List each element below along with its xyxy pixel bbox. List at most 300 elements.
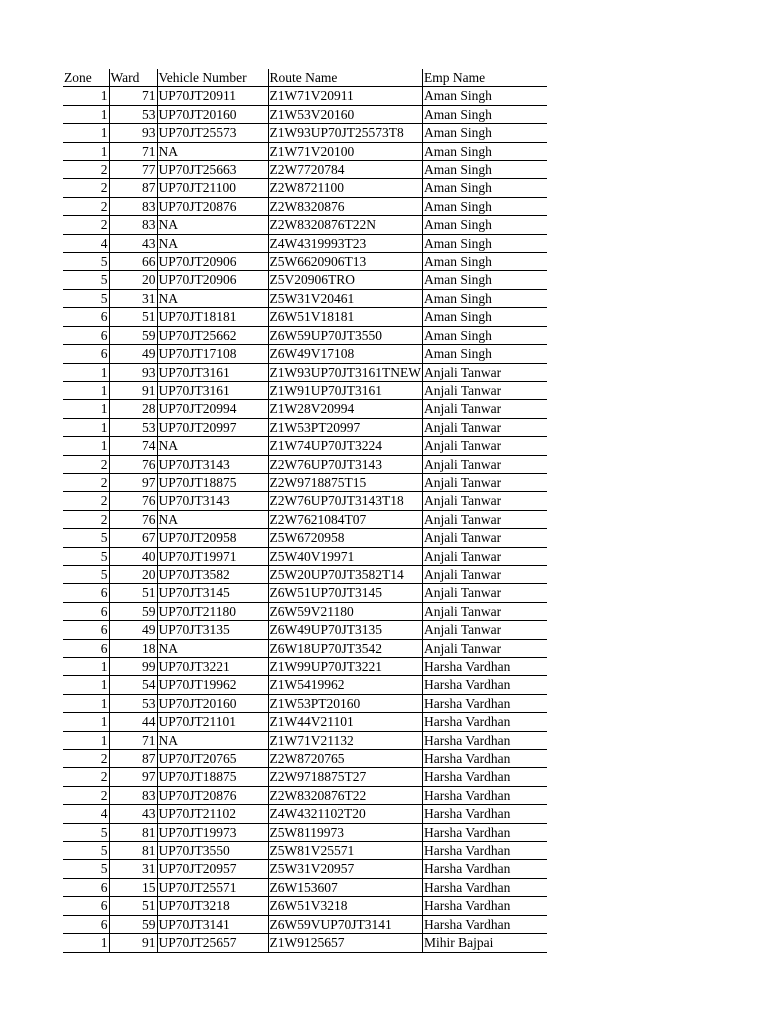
route-name-cell bbox=[268, 878, 422, 896]
ward-cell: 71 bbox=[109, 142, 157, 160]
ward-cell: 51 bbox=[109, 897, 157, 915]
zone-cell: 2 bbox=[63, 492, 109, 510]
zone-cell: 2 bbox=[63, 510, 109, 528]
emp-name-cell: Harsha Vardhan bbox=[422, 768, 547, 786]
route-name-cell bbox=[268, 105, 422, 123]
zone-cell: 2 bbox=[63, 197, 109, 215]
route-name-text: Z1W53V20160 bbox=[269, 106, 355, 122]
vehicle-number-cell: UP70JT20906 bbox=[157, 253, 268, 271]
emp-name-cell: Anjali Tanwar bbox=[422, 400, 547, 418]
table-row bbox=[63, 492, 547, 510]
table-row bbox=[63, 400, 547, 418]
route-name-cell bbox=[268, 750, 422, 768]
table-row bbox=[63, 694, 547, 712]
table-row bbox=[63, 326, 547, 344]
vehicle-number-cell: NA bbox=[157, 142, 268, 160]
route-name-text: Z1W44V21101 bbox=[269, 714, 354, 730]
table-row bbox=[63, 621, 547, 639]
route-name-text: Z6W51UP70JT3145 bbox=[269, 585, 382, 601]
emp-name-cell: Anjali Tanwar bbox=[422, 547, 547, 565]
ward-cell: 20 bbox=[109, 271, 157, 289]
route-name-text: Z1W28V20994 bbox=[269, 401, 355, 417]
zone-cell: 5 bbox=[63, 842, 109, 860]
ward-cell: 66 bbox=[109, 253, 157, 271]
ward-cell: 31 bbox=[109, 289, 157, 307]
table-row bbox=[63, 713, 547, 731]
route-name-text: Z2W76UP70JT3143T18 bbox=[269, 493, 404, 509]
zone-cell: 1 bbox=[63, 694, 109, 712]
route-name-cell bbox=[268, 658, 422, 676]
zone-cell: 4 bbox=[63, 805, 109, 823]
emp-name-cell: Anjali Tanwar bbox=[422, 602, 547, 620]
table-row bbox=[63, 308, 547, 326]
table-row bbox=[63, 547, 547, 565]
ward-cell: 20 bbox=[109, 565, 157, 583]
emp-name-cell: Anjali Tanwar bbox=[422, 437, 547, 455]
zone-cell: 5 bbox=[63, 823, 109, 841]
emp-name-cell: Anjali Tanwar bbox=[422, 492, 547, 510]
ward-cell: 97 bbox=[109, 473, 157, 491]
route-name-text: Z2W9718875T27 bbox=[269, 769, 367, 785]
table-row bbox=[63, 455, 547, 473]
zone-cell: 2 bbox=[63, 768, 109, 786]
ward-cell: 44 bbox=[109, 713, 157, 731]
route-name-cell bbox=[268, 584, 422, 602]
emp-name-cell: Anjali Tanwar bbox=[422, 381, 547, 399]
ward-cell: 83 bbox=[109, 197, 157, 215]
route-name-text: Z1W71V20100 bbox=[269, 143, 355, 159]
vehicle-number-cell: UP70JT20876 bbox=[157, 197, 268, 215]
vehicle-number-cell: UP70JT18875 bbox=[157, 473, 268, 491]
route-name-text: Z2W76UP70JT3143 bbox=[269, 456, 382, 472]
route-name-text: Z1W91UP70JT3161 bbox=[269, 382, 382, 398]
route-name-text: Z5W6720958 bbox=[269, 530, 345, 546]
ward-cell: 93 bbox=[109, 363, 157, 381]
route-name-text: Z5W81V25571 bbox=[269, 843, 355, 859]
table-row bbox=[63, 639, 547, 657]
ward-cell: 28 bbox=[109, 400, 157, 418]
table-row bbox=[63, 345, 547, 363]
emp-name-cell: Harsha Vardhan bbox=[422, 842, 547, 860]
vehicle-number-cell: UP70JT3582 bbox=[157, 565, 268, 583]
table-row bbox=[63, 87, 547, 105]
route-name-cell bbox=[268, 915, 422, 933]
ward-cell: 71 bbox=[109, 87, 157, 105]
zone-cell: 4 bbox=[63, 234, 109, 252]
ward-cell: 59 bbox=[109, 602, 157, 620]
table-row bbox=[63, 289, 547, 307]
zone-cell: 1 bbox=[63, 713, 109, 731]
emp-name-cell: Harsha Vardhan bbox=[422, 786, 547, 804]
vehicle-number-cell: UP70JT25573 bbox=[157, 124, 268, 142]
route-name-text: Z5V20906TRO bbox=[269, 272, 355, 288]
zone-cell: 2 bbox=[63, 786, 109, 804]
table-row bbox=[63, 915, 547, 933]
route-name-text: Z6W49V17108 bbox=[269, 346, 355, 362]
table-row bbox=[63, 786, 547, 804]
ward-cell: 31 bbox=[109, 860, 157, 878]
route-name-text: Z5W8119973 bbox=[269, 824, 344, 840]
vehicle-number-cell: UP70JT3161 bbox=[157, 363, 268, 381]
table-row bbox=[63, 768, 547, 786]
zone-cell: 6 bbox=[63, 639, 109, 657]
ward-cell: 76 bbox=[109, 492, 157, 510]
zone-cell: 1 bbox=[63, 400, 109, 418]
table-header-row bbox=[63, 69, 547, 87]
zone-cell: 1 bbox=[63, 381, 109, 399]
route-name-text: Z6W59VUP70JT3141 bbox=[269, 916, 392, 932]
header-ward: Ward bbox=[109, 69, 157, 87]
vehicle-number-cell: NA bbox=[157, 216, 268, 234]
vehicle-number-cell: UP70JT18181 bbox=[157, 308, 268, 326]
vehicle-number-cell: UP70JT3221 bbox=[157, 658, 268, 676]
table-row bbox=[63, 253, 547, 271]
route-name-cell bbox=[268, 473, 422, 491]
route-name-text: Z1W5419962 bbox=[269, 677, 345, 693]
zone-cell: 6 bbox=[63, 878, 109, 896]
vehicle-number-cell: UP70JT3218 bbox=[157, 897, 268, 915]
route-name-cell bbox=[268, 768, 422, 786]
route-name-cell bbox=[268, 326, 422, 344]
zone-cell: 1 bbox=[63, 142, 109, 160]
zone-cell: 1 bbox=[63, 124, 109, 142]
emp-name-cell: Anjali Tanwar bbox=[422, 565, 547, 583]
zone-cell: 6 bbox=[63, 584, 109, 602]
route-name-text: Z1W9125657 bbox=[269, 935, 345, 951]
ward-cell: 97 bbox=[109, 768, 157, 786]
ward-cell: 53 bbox=[109, 105, 157, 123]
table-body bbox=[63, 87, 547, 952]
route-name-text: Z2W8320876 bbox=[269, 198, 345, 214]
table-row bbox=[63, 731, 547, 749]
vehicle-number-cell: UP70JT21100 bbox=[157, 179, 268, 197]
vehicle-number-cell: UP70JT19973 bbox=[157, 823, 268, 841]
emp-name-cell: Aman Singh bbox=[422, 142, 547, 160]
ward-cell: 43 bbox=[109, 234, 157, 252]
route-name-cell bbox=[268, 455, 422, 473]
ward-cell: 49 bbox=[109, 621, 157, 639]
ward-cell: 43 bbox=[109, 805, 157, 823]
route-name-cell bbox=[268, 492, 422, 510]
emp-name-cell: Aman Singh bbox=[422, 234, 547, 252]
emp-name-cell: Anjali Tanwar bbox=[422, 529, 547, 547]
vehicle-number-cell: NA bbox=[157, 639, 268, 657]
route-name-cell bbox=[268, 694, 422, 712]
route-name-text: Z1W99UP70JT3221 bbox=[269, 659, 382, 674]
route-name-cell bbox=[268, 179, 422, 197]
zone-cell: 2 bbox=[63, 455, 109, 473]
emp-name-cell: Harsha Vardhan bbox=[422, 860, 547, 878]
emp-name-cell: Harsha Vardhan bbox=[422, 897, 547, 915]
vehicle-number-cell: NA bbox=[157, 234, 268, 252]
zone-cell: 1 bbox=[63, 676, 109, 694]
route-name-text: Z5W6620906T13 bbox=[269, 254, 367, 270]
vehicle-number-cell: UP70JT3143 bbox=[157, 492, 268, 510]
table-row bbox=[63, 897, 547, 915]
vehicle-number-cell: UP70JT20994 bbox=[157, 400, 268, 418]
table-row bbox=[63, 805, 547, 823]
vehicle-number-cell: UP70JT21102 bbox=[157, 805, 268, 823]
emp-name-cell: Aman Singh bbox=[422, 216, 547, 234]
route-name-cell bbox=[268, 124, 422, 142]
table-row bbox=[63, 161, 547, 179]
route-name-cell bbox=[268, 437, 422, 455]
route-name-text: Z1W53PT20160 bbox=[269, 695, 361, 711]
vehicle-number-cell: UP70JT20876 bbox=[157, 786, 268, 804]
route-name-cell bbox=[268, 621, 422, 639]
route-name-text: Z6W51V3218 bbox=[269, 898, 348, 914]
zone-cell: 5 bbox=[63, 253, 109, 271]
ward-cell: 76 bbox=[109, 455, 157, 473]
ward-cell: 49 bbox=[109, 345, 157, 363]
route-name-text: Z1W71V20911 bbox=[269, 88, 354, 104]
route-name-cell bbox=[268, 547, 422, 565]
zone-cell: 1 bbox=[63, 363, 109, 381]
emp-name-cell: Harsha Vardhan bbox=[422, 823, 547, 841]
zone-cell: 1 bbox=[63, 105, 109, 123]
emp-name-cell: Aman Singh bbox=[422, 326, 547, 344]
zone-cell: 1 bbox=[63, 437, 109, 455]
vehicle-number-cell: UP70JT20997 bbox=[157, 418, 268, 436]
zone-cell: 1 bbox=[63, 87, 109, 105]
route-name-text: Z2W7720784 bbox=[269, 162, 345, 178]
route-name-cell bbox=[268, 216, 422, 234]
route-name-cell bbox=[268, 713, 422, 731]
zone-cell: 5 bbox=[63, 289, 109, 307]
emp-name-cell: Aman Singh bbox=[422, 271, 547, 289]
vehicle-number-cell: UP70JT25571 bbox=[157, 878, 268, 896]
vehicle-number-cell: UP70JT3135 bbox=[157, 621, 268, 639]
table-row bbox=[63, 197, 547, 215]
route-name-cell bbox=[268, 308, 422, 326]
zone-cell: 5 bbox=[63, 271, 109, 289]
route-name-text: Z6W49UP70JT3135 bbox=[269, 622, 382, 638]
route-name-cell bbox=[268, 381, 422, 399]
table-row bbox=[63, 271, 547, 289]
route-name-text: Z6W153607 bbox=[269, 879, 338, 895]
vehicle-number-cell: UP70JT20765 bbox=[157, 750, 268, 768]
emp-name-cell: Harsha Vardhan bbox=[422, 805, 547, 823]
table-row bbox=[63, 381, 547, 399]
vehicle-number-cell: UP70JT25657 bbox=[157, 934, 268, 952]
route-name-cell bbox=[268, 639, 422, 657]
ward-cell: 53 bbox=[109, 694, 157, 712]
zone-cell: 1 bbox=[63, 658, 109, 676]
vehicle-number-cell: UP70JT20911 bbox=[157, 87, 268, 105]
route-name-text: Z6W51V18181 bbox=[269, 309, 355, 325]
vehicle-number-cell: NA bbox=[157, 437, 268, 455]
route-name-cell bbox=[268, 142, 422, 160]
route-name-cell bbox=[268, 897, 422, 915]
emp-name-cell: Aman Singh bbox=[422, 87, 547, 105]
vehicle-number-cell: UP70JT20160 bbox=[157, 694, 268, 712]
route-name-cell bbox=[268, 565, 422, 583]
emp-name-cell: Aman Singh bbox=[422, 179, 547, 197]
ward-cell: 91 bbox=[109, 934, 157, 952]
zone-cell: 6 bbox=[63, 345, 109, 363]
emp-name-cell: Anjali Tanwar bbox=[422, 455, 547, 473]
emp-name-cell: Aman Singh bbox=[422, 289, 547, 307]
zone-cell: 1 bbox=[63, 731, 109, 749]
route-name-cell bbox=[268, 731, 422, 749]
vehicle-number-cell: UP70JT19962 bbox=[157, 676, 268, 694]
route-name-text: Z1W71V21132 bbox=[269, 732, 354, 748]
emp-name-cell: Aman Singh bbox=[422, 345, 547, 363]
emp-name-cell: Harsha Vardhan bbox=[422, 658, 547, 676]
vehicle-number-cell: UP70JT25663 bbox=[157, 161, 268, 179]
header-zone: Zone bbox=[63, 69, 109, 87]
table-row bbox=[63, 529, 547, 547]
header-vehicle-number: Vehicle Number bbox=[157, 69, 268, 87]
vehicle-number-cell: UP70JT21101 bbox=[157, 713, 268, 731]
ward-cell: 76 bbox=[109, 510, 157, 528]
route-name-cell bbox=[268, 805, 422, 823]
route-name-cell bbox=[268, 363, 422, 381]
table-row bbox=[63, 437, 547, 455]
table-row bbox=[63, 142, 547, 160]
route-name-cell bbox=[268, 234, 422, 252]
route-name-text: Z5W20UP70JT3582T14 bbox=[269, 566, 404, 582]
table-row bbox=[63, 584, 547, 602]
route-name-text: Z6W59UP70JT3550 bbox=[269, 327, 382, 343]
route-name-text: Z5W40V19971 bbox=[269, 548, 355, 564]
zone-cell: 5 bbox=[63, 529, 109, 547]
zone-cell: 5 bbox=[63, 547, 109, 565]
ward-cell: 71 bbox=[109, 731, 157, 749]
route-name-text: Z5W31V20461 bbox=[269, 290, 355, 306]
vehicle-number-cell: UP70JT3161 bbox=[157, 381, 268, 399]
emp-name-cell: Anjali Tanwar bbox=[422, 473, 547, 491]
table-row bbox=[63, 823, 547, 841]
route-name-text: Z1W74UP70JT3224 bbox=[269, 438, 382, 454]
emp-name-cell: Harsha Vardhan bbox=[422, 731, 547, 749]
table-row bbox=[63, 418, 547, 436]
ward-cell: 51 bbox=[109, 584, 157, 602]
emp-name-cell: Anjali Tanwar bbox=[422, 621, 547, 639]
ward-cell: 59 bbox=[109, 915, 157, 933]
emp-name-cell: Harsha Vardhan bbox=[422, 694, 547, 712]
table-row bbox=[63, 676, 547, 694]
ward-cell: 87 bbox=[109, 750, 157, 768]
table-row bbox=[63, 934, 547, 952]
route-name-cell bbox=[268, 253, 422, 271]
emp-name-cell: Harsha Vardhan bbox=[422, 750, 547, 768]
route-name-text: Z6W59V21180 bbox=[269, 603, 354, 619]
route-name-cell bbox=[268, 418, 422, 436]
zone-cell: 2 bbox=[63, 161, 109, 179]
route-name-text: Z2W8720765 bbox=[269, 751, 345, 767]
zone-cell: 6 bbox=[63, 621, 109, 639]
ward-cell: 51 bbox=[109, 308, 157, 326]
emp-name-cell: Aman Singh bbox=[422, 308, 547, 326]
route-name-text: Z2W7621084T07 bbox=[269, 511, 367, 527]
ward-cell: 77 bbox=[109, 161, 157, 179]
table-row bbox=[63, 216, 547, 234]
vehicle-number-cell: UP70JT18875 bbox=[157, 768, 268, 786]
table-row bbox=[63, 124, 547, 142]
table-row bbox=[63, 750, 547, 768]
route-name-text: Z4W4319993T23 bbox=[269, 235, 367, 251]
route-name-cell bbox=[268, 842, 422, 860]
vehicle-number-cell: NA bbox=[157, 510, 268, 528]
table-row bbox=[63, 473, 547, 491]
table-row bbox=[63, 179, 547, 197]
ward-cell: 59 bbox=[109, 326, 157, 344]
ward-cell: 83 bbox=[109, 216, 157, 234]
route-name-cell bbox=[268, 161, 422, 179]
route-name-cell bbox=[268, 400, 422, 418]
route-name-text: Z4W4321102T20 bbox=[269, 806, 366, 822]
zone-cell: 6 bbox=[63, 897, 109, 915]
route-name-text: Z1W53PT20997 bbox=[269, 419, 361, 435]
header-route-name: Route Name bbox=[268, 69, 422, 87]
table-row bbox=[63, 658, 547, 676]
table-row bbox=[63, 565, 547, 583]
route-name-text: Z2W8320876T22 bbox=[269, 787, 367, 803]
emp-name-cell: Harsha Vardhan bbox=[422, 915, 547, 933]
route-name-cell bbox=[268, 197, 422, 215]
route-name-cell bbox=[268, 271, 422, 289]
route-name-text: Z2W8721100 bbox=[269, 180, 344, 196]
emp-name-cell: Aman Singh bbox=[422, 105, 547, 123]
route-name-cell bbox=[268, 510, 422, 528]
zone-cell: 5 bbox=[63, 565, 109, 583]
emp-name-cell: Anjali Tanwar bbox=[422, 639, 547, 657]
zone-cell: 1 bbox=[63, 418, 109, 436]
zone-cell: 2 bbox=[63, 750, 109, 768]
route-name-text: Z2W9718875T15 bbox=[269, 474, 367, 490]
zone-cell: 2 bbox=[63, 473, 109, 491]
table-row bbox=[63, 363, 547, 381]
vehicle-number-cell: NA bbox=[157, 289, 268, 307]
emp-name-cell: Anjali Tanwar bbox=[422, 363, 547, 381]
route-name-cell bbox=[268, 345, 422, 363]
emp-name-cell: Harsha Vardhan bbox=[422, 878, 547, 896]
ward-cell: 87 bbox=[109, 179, 157, 197]
ward-cell: 81 bbox=[109, 823, 157, 841]
ward-cell: 83 bbox=[109, 786, 157, 804]
table-row bbox=[63, 842, 547, 860]
ward-cell: 74 bbox=[109, 437, 157, 455]
vehicle-number-cell: UP70JT3145 bbox=[157, 584, 268, 602]
vehicle-number-cell: UP70JT25662 bbox=[157, 326, 268, 344]
emp-name-cell: Anjali Tanwar bbox=[422, 510, 547, 528]
emp-name-cell: Aman Singh bbox=[422, 253, 547, 271]
ward-cell: 99 bbox=[109, 658, 157, 676]
table-row bbox=[63, 602, 547, 620]
table-row bbox=[63, 105, 547, 123]
zone-cell: 6 bbox=[63, 326, 109, 344]
ward-cell: 40 bbox=[109, 547, 157, 565]
vehicle-number-cell: UP70JT20958 bbox=[157, 529, 268, 547]
table-row bbox=[63, 878, 547, 896]
route-name-cell bbox=[268, 529, 422, 547]
vehicle-number-cell: UP70JT17108 bbox=[157, 345, 268, 363]
route-name-text: Z6W18UP70JT3542 bbox=[269, 640, 382, 656]
emp-name-cell: Anjali Tanwar bbox=[422, 584, 547, 602]
ward-cell: 53 bbox=[109, 418, 157, 436]
ward-cell: 67 bbox=[109, 529, 157, 547]
table-row bbox=[63, 510, 547, 528]
ward-cell: 54 bbox=[109, 676, 157, 694]
route-name-text: Z1W93UP70JT3161TNEW bbox=[269, 364, 421, 380]
route-name-cell bbox=[268, 289, 422, 307]
zone-cell: 2 bbox=[63, 216, 109, 234]
route-name-cell bbox=[268, 87, 422, 105]
ward-cell: 93 bbox=[109, 124, 157, 142]
emp-name-cell: Harsha Vardhan bbox=[422, 676, 547, 694]
spreadsheet-page bbox=[63, 69, 547, 953]
